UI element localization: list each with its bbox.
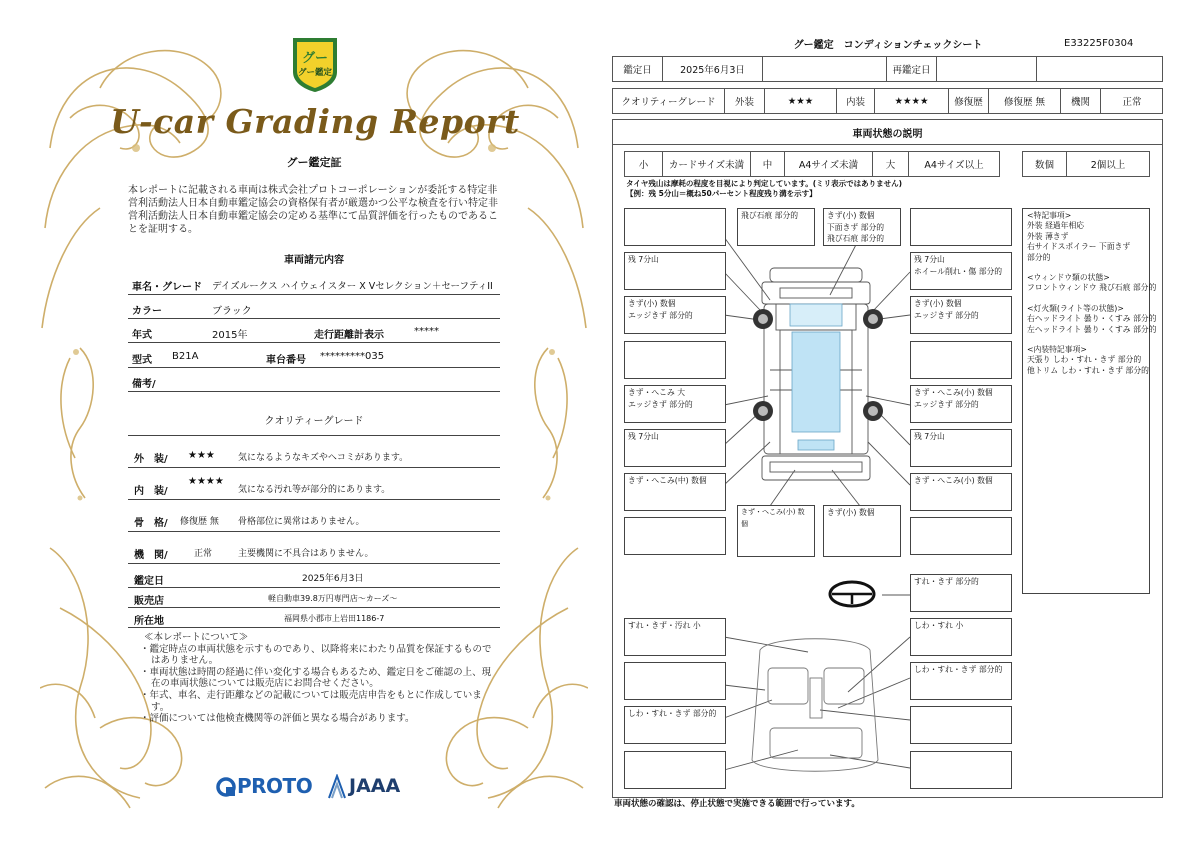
info-row-shop bbox=[128, 588, 500, 608]
spec-label: 走行距離計表示 bbox=[314, 330, 384, 341]
goo-kantei-badge bbox=[287, 32, 343, 94]
tire-note-line: 【例：残 5分山＝概ね50パーセント程度残り溝を示す】 bbox=[626, 189, 817, 198]
spec-value: B21A bbox=[172, 351, 199, 362]
steering-wheel-icon bbox=[830, 582, 874, 606]
condition-box bbox=[624, 662, 726, 700]
interior-label: 内装 bbox=[837, 89, 875, 113]
spec-value: デイズルークス ハイウェイスター X Vセレクション＋セーフティII bbox=[212, 281, 493, 292]
note-line: 左ヘッドライト 曇り・くすみ 部分的 bbox=[1027, 324, 1157, 334]
note-line: <特記事項> bbox=[1027, 211, 1072, 220]
info-label: 販売店 bbox=[134, 596, 164, 607]
condition-box-interior-top-right: しわ・すれ 小 bbox=[910, 618, 1012, 656]
repair-value: 修復歴 無 bbox=[989, 89, 1061, 113]
condition-box-right-rear-tire: 残 7分山 bbox=[910, 429, 1012, 467]
condition-box bbox=[910, 706, 1012, 744]
spec-section-title: 車両諸元内容 bbox=[284, 255, 344, 266]
info-label: 鑑定日 bbox=[134, 576, 164, 587]
condition-box bbox=[624, 517, 726, 555]
grade-label: 機 関/ bbox=[134, 550, 168, 561]
notes-title: ≪本レポートについて≫ bbox=[144, 632, 249, 643]
note-line: 右ヘッドライト 曇り・くすみ 部分的 bbox=[1027, 314, 1157, 324]
condition-box-right-front: きず(小) 数個 エッジきず 部分的 bbox=[910, 296, 1012, 334]
spec-label: 型式 bbox=[132, 355, 152, 366]
grade-label: 外 装/ bbox=[134, 454, 168, 465]
date-label: 鑑定日 bbox=[613, 57, 663, 81]
sheet-title: グー鑑定 コンディションチェックシート bbox=[793, 40, 983, 51]
condition-box-right-front-tire: 残 7分山 ホイール削れ・傷 部分的 bbox=[910, 252, 1012, 290]
count-legend-table bbox=[1022, 151, 1150, 177]
condition-box-top-mid-right: きず(小) 数個 下面きず 部分的 飛び石痕 部分的 bbox=[823, 208, 901, 246]
proto-logo-icon bbox=[215, 776, 237, 798]
special-notes-box bbox=[1022, 208, 1157, 594]
shield-logo-icon bbox=[287, 32, 343, 94]
spec-value: 2015年 bbox=[212, 330, 248, 341]
spec-value: ***** bbox=[414, 326, 439, 337]
condition-box-left-front-tire: 残 7分山 bbox=[624, 252, 726, 290]
quality-grade-title: クオリティーグレード bbox=[264, 416, 364, 427]
spec-label: カラー bbox=[132, 306, 162, 317]
spec-label: 年式 bbox=[132, 330, 152, 341]
note-spacer bbox=[1027, 294, 1145, 304]
jaaa-logo-text: JAAA bbox=[349, 775, 401, 797]
report-script-title: U-car Grading Report bbox=[110, 102, 520, 141]
grade-row-engine bbox=[128, 536, 500, 564]
reinspect-value bbox=[937, 57, 1037, 81]
engine-value: 正常 bbox=[1122, 97, 1142, 108]
grade-desc: 気になるようなキズやヘコミがあります。 bbox=[238, 453, 409, 463]
spec-value: ブラック bbox=[212, 306, 252, 317]
exterior-value: ★★★ bbox=[765, 89, 837, 113]
note-line: 右サイドスポイラー 下面きず bbox=[1027, 242, 1131, 252]
spec-row-remarks bbox=[128, 368, 500, 392]
condition-box-left-rear-door: きず・へこみ 大 エッジきず 部分的 bbox=[624, 385, 726, 423]
condition-box-rear-right: きず(小) 数個 bbox=[823, 505, 901, 557]
condition-box-right-quarter: きず・へこみ(小) 数個 bbox=[910, 473, 1012, 511]
note-item: ・評価については他検査機関等の評価と異なる場合があります。 bbox=[140, 713, 415, 725]
info-row-date bbox=[128, 566, 500, 588]
note-item: ・車両状態は時間の経過に伴い変化する場合もあるため、鑑定日をご確認の上、現在の車両状態については販売店にお問合せください。 bbox=[140, 666, 492, 690]
note-line: <ウィンドウ類の状態> bbox=[1027, 273, 1110, 283]
tire-note bbox=[626, 179, 902, 199]
quality-table bbox=[612, 88, 1163, 114]
grade-label: 内 装/ bbox=[134, 486, 168, 497]
certificate-title: グー鑑定証 bbox=[286, 156, 342, 169]
grade-row-frame bbox=[128, 504, 500, 532]
condition-box-left-rear-tire: 残 7分山 bbox=[624, 429, 726, 467]
size-mid-desc: A4サイズ未満 bbox=[785, 152, 873, 176]
note-line: <内装特記事項> bbox=[1027, 345, 1087, 355]
grade-desc: 主要機関に不具合はありません。 bbox=[238, 549, 374, 559]
badge-label: グー鑑定 bbox=[297, 68, 332, 78]
size-small-desc: カードサイズ未満 bbox=[663, 152, 751, 176]
note-line: 他トリム しわ・すれ・きず 部分的 bbox=[1027, 365, 1149, 375]
size-mid: 中 bbox=[751, 152, 785, 176]
report-notes bbox=[140, 632, 500, 725]
note-line: <灯火類(ライト等の状態)> bbox=[1027, 303, 1124, 313]
grade-desc: 気になる汚れ等が部分的にあります。 bbox=[238, 485, 391, 495]
repair-label: 修復歴 bbox=[949, 89, 989, 113]
spec-row-color bbox=[128, 295, 500, 319]
grade-desc: 骨格部位に異常はありません。 bbox=[238, 517, 365, 527]
condition-box bbox=[910, 751, 1012, 789]
grade-label: 骨 格/ bbox=[134, 518, 168, 529]
grade-row-exterior bbox=[128, 440, 500, 468]
quality-label: クオリティーグレード bbox=[613, 89, 725, 113]
reinspect-label: 再鑑定日 bbox=[887, 57, 937, 81]
condition-box bbox=[624, 341, 726, 379]
size-legend-table bbox=[624, 151, 1000, 177]
exterior-label: 外装 bbox=[725, 89, 765, 113]
empty-cell bbox=[763, 57, 887, 81]
info-row-address bbox=[128, 608, 500, 628]
condition-box bbox=[624, 751, 726, 789]
condition-box-rear-left: きず・へこみ(小) 数個 bbox=[737, 505, 815, 557]
jaaa-logo-icon bbox=[327, 774, 347, 800]
spec-row-name bbox=[128, 271, 500, 295]
spec-row-model bbox=[128, 344, 500, 368]
spec-label: 車台番号 bbox=[266, 355, 306, 366]
sponsor-logos bbox=[215, 772, 435, 802]
count-label: 数個 bbox=[1023, 152, 1067, 176]
condition-box-left-front: きず(小) 数個 エッジきず 部分的 bbox=[624, 296, 726, 334]
condition-box-right-rear-door: きず・へこみ(小) 数個 エッジきず 部分的 bbox=[910, 385, 1012, 423]
note-spacer bbox=[1027, 263, 1145, 273]
condition-box-interior-mid-right: しわ・すれ・きず 部分的 bbox=[910, 662, 1012, 700]
info-value: 2025年6月3日 bbox=[302, 574, 364, 584]
empty-cell bbox=[1037, 57, 1163, 81]
grade-row-interior bbox=[128, 472, 500, 500]
note-line: 外装 薄きず bbox=[1027, 231, 1069, 241]
note-item: ・鑑定時点の車両状態を示すものであり、以降将来にわたり品質を保証するものではありません。 bbox=[140, 643, 492, 667]
condition-box bbox=[910, 208, 1012, 246]
certificate-intro: 本レポートに記載される車両は株式会社プロトコーポレーションが委託する特定非営利活動法人日本自動車鑑定協会の資格保有者が厳選かつ公平な検査を行い特定非営利活動法人日本自動車鑑定協会の定める基準にて品質評価を行ったものであることを証明する。 bbox=[128, 185, 498, 235]
interior-value: ★★★★ bbox=[875, 89, 949, 113]
condition-box bbox=[910, 341, 1012, 379]
spec-value: *********035 bbox=[320, 351, 385, 362]
note-line: 部分的 bbox=[1027, 252, 1051, 262]
grade-stars: 修復歴 無 bbox=[180, 517, 219, 527]
grade-stars: 正常 bbox=[194, 549, 213, 559]
info-label: 所在地 bbox=[134, 616, 164, 627]
section-title: 車両状態の説明 bbox=[613, 120, 1162, 145]
spec-label: 備考/ bbox=[132, 379, 156, 390]
condition-box-top-mid-left: 飛び石痕 部分的 bbox=[737, 208, 815, 246]
divider bbox=[128, 412, 500, 436]
grade-stars: ★★★★ bbox=[188, 476, 224, 487]
condition-box-steering: すれ・きず 部分的 bbox=[910, 574, 1012, 612]
condition-box-left-quarter: きず・へこみ(中) 数個 bbox=[624, 473, 726, 511]
count-desc: 2個以上 bbox=[1090, 160, 1126, 171]
proto-logo-text: PROTO bbox=[237, 774, 313, 798]
note-line: 外装 経過年相応 bbox=[1027, 221, 1085, 231]
condition-box-interior-top-left: すれ・きず・汚れ 小 bbox=[624, 618, 726, 656]
date-value: 2025年6月3日 bbox=[663, 57, 763, 81]
sheet-footer: 車両状態の確認は、停止状態で実施できる範囲で行っています。 bbox=[614, 799, 860, 809]
info-value: 福岡県小郡市上岩田1186-7 bbox=[284, 614, 385, 623]
note-spacer bbox=[1027, 335, 1145, 345]
grading-certificate bbox=[40, 28, 588, 828]
svg-text:グー: グー bbox=[301, 51, 329, 66]
spec-row-year bbox=[128, 319, 500, 343]
size-large: 大 bbox=[873, 152, 909, 176]
info-value: 軽自動車39.8万円専門店～カーズ～ bbox=[268, 594, 398, 603]
condition-box bbox=[910, 517, 1012, 555]
tire-note-line: タイヤ残山は摩耗の程度を目視により判定しています。(ミリ表示ではありません) bbox=[626, 179, 903, 188]
date-table bbox=[612, 56, 1163, 82]
grade-stars: ★★★ bbox=[188, 450, 215, 461]
sheet-id: E33225F0304 bbox=[1064, 38, 1134, 49]
size-small: 小 bbox=[625, 152, 663, 176]
size-large-desc: A4サイズ以上 bbox=[924, 160, 984, 171]
spec-label: 車名・グレード bbox=[132, 282, 202, 293]
condition-box-interior-low-left: しわ・すれ・きず 部分的 bbox=[624, 706, 726, 744]
note-line: フロントウィンドウ 飛び石痕 部分的 bbox=[1027, 283, 1157, 293]
note-item: ・年式、車名、走行距離などの記載については販売店申告をもとに作成しています。 bbox=[140, 689, 482, 713]
condition-box bbox=[624, 208, 726, 246]
note-line: 天張り しわ・すれ・きず 部分的 bbox=[1027, 355, 1142, 365]
engine-label: 機関 bbox=[1061, 89, 1101, 113]
